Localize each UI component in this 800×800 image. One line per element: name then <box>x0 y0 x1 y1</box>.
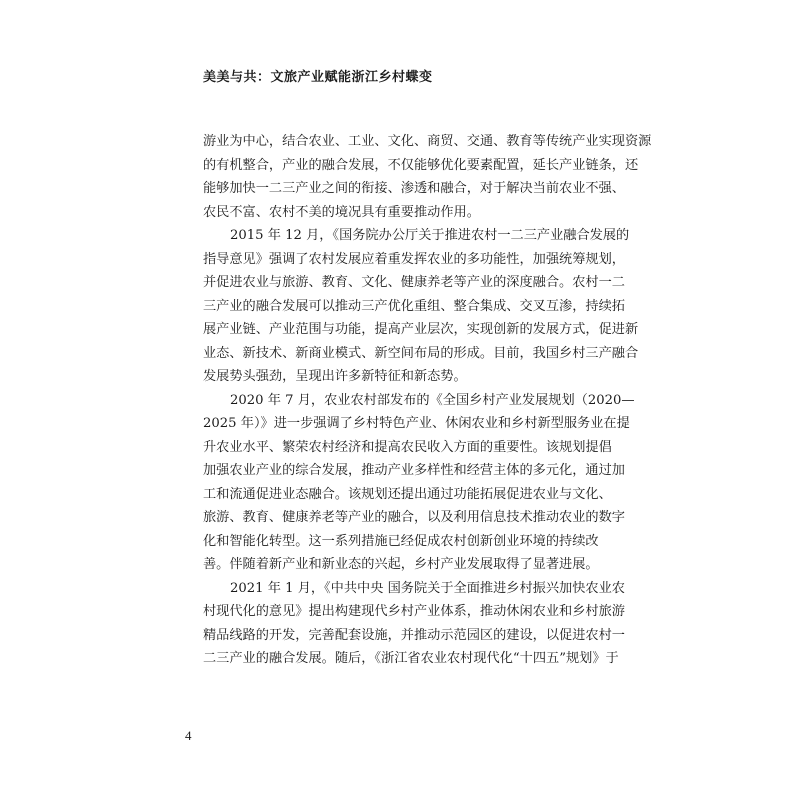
text-line: 旅游、教育、健康养老等产业的融合，以及利用信息技术推动农业的数字 <box>203 510 625 525</box>
text-line: 化和智能化转型。这一系列措施已经促成农村创新创业环境的持续改 <box>203 533 599 549</box>
text-line: 村现代化的意见》提出构建现代乡村产业体系，推动休闲农业和乡村旅游 <box>203 604 625 619</box>
text-line: 游业为中心，结合农业、工业、文化、商贸、交通、教育等传统产业实现资源 <box>203 134 652 149</box>
page-number: 4 <box>185 728 192 743</box>
text-line: 指导意见》强调了农村发展应着重发挥农业的多功能性，加强统筹规划， <box>203 251 625 267</box>
text-line: 三产业的融合发展可以推动三产优化重组、整合集成、交叉互渗，持续拓 <box>203 298 625 314</box>
text-line: 二三产业的融合发展。随后，《浙江省农业农村现代化“十四五”规划》于 <box>203 651 619 666</box>
text-line: 精品线路的开发，完善配套设施，并推动示范园区的建设，以促进农村一 <box>203 627 625 643</box>
running-head-title: 美美与共：文旅产业赋能浙江乡村蝶变 <box>203 70 433 85</box>
text-line: 能够加快一二三产业之间的衔接、渗透和融合，对于解决当前农业不强、 <box>203 181 625 196</box>
body-text <box>203 130 652 671</box>
text-line: 加强农业产业的综合发展，推动产业多样性和经营主体的多元化，通过加 <box>203 463 625 478</box>
text-line: 的有机整合，产业的融合发展，不仅能够优化要素配置，延长产业链条，还 <box>203 157 639 173</box>
text-line: 2025 年）》进一步强调了乡村特色产业、休闲农业和乡村新型服务业在提 <box>203 416 630 431</box>
text-line: 善。伴随着新产业和新业态的兴起，乡村产业发展取得了显著进展。 <box>203 557 599 572</box>
text-line: 2015 年 12 月，《国务院办公厅关于推进农村一二三产业融合发展的 <box>230 228 630 243</box>
text-line: 展产业链、产业范围与功能，提高产业层次，实现创新的发展方式，促进新 <box>203 322 639 337</box>
text-line: 工和流通促进业态融合。该规划还提出通过功能拓展促进农业与文化、 <box>203 486 612 502</box>
text-line: 升农业水平、繁荣农村经济和提高农民收入方面的重要性。该规划提倡 <box>203 439 612 455</box>
text-line: 2020 年 7 月，农业农村部发布的《全国乡村产业发展规划（2020— <box>230 392 635 408</box>
text-line: 农民不富、农村不美的境况具有重要推动作用。 <box>203 204 480 220</box>
text-line: 并促进农业与旅游、教育、文化、健康养老等产业的深度融合。农村一二 <box>203 275 625 290</box>
text-line: 发展势头强劲，呈现出许多新特征和新态势。 <box>203 369 467 384</box>
text-line: 2021 年 1 月，《中共中央 国务院关于全面推进乡村振兴加快农业农 <box>230 580 625 596</box>
text-line: 业态、新技术、新商业模式、新空间布局的形成。目前，我国乡村三产融合 <box>203 345 639 361</box>
